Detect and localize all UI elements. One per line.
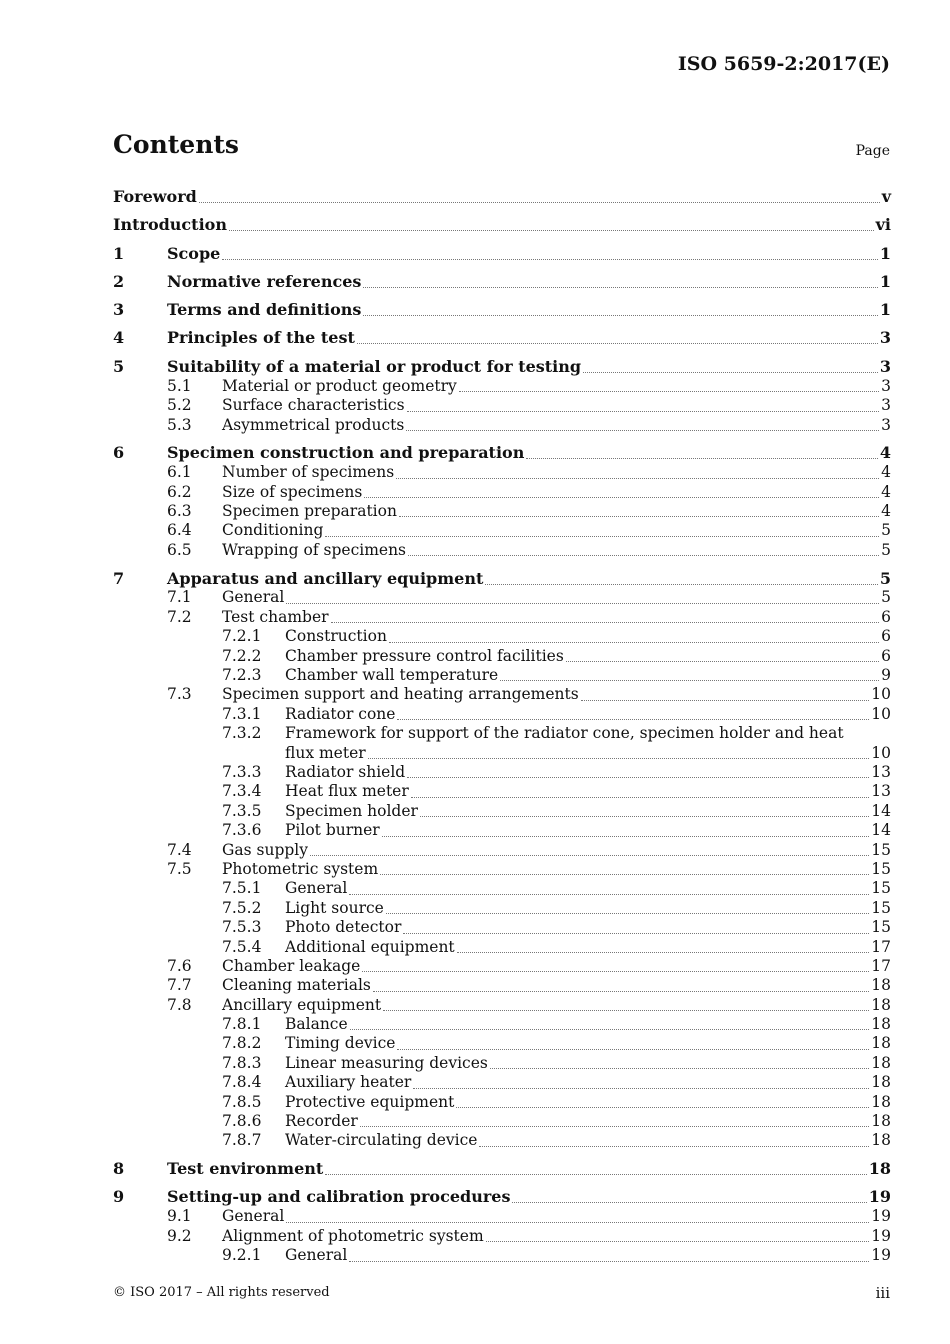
dot-leader (325, 535, 879, 537)
dot-leader (396, 477, 879, 479)
toc-entry[interactable] (113, 763, 891, 782)
toc-entry[interactable] (113, 1227, 891, 1246)
toc-entry[interactable] (113, 299, 891, 320)
toc-entry-page: 1 (879, 300, 891, 320)
toc-entry[interactable] (113, 1015, 891, 1034)
toc-entry-number: 7.1 (167, 588, 192, 607)
dot-leader (397, 1048, 869, 1050)
toc-entry-page: 18 (868, 1159, 891, 1179)
dot-leader (403, 932, 869, 934)
toc-entry-page: 18 (871, 1131, 891, 1150)
toc-entry-title: Specimen support and heating arrangements (222, 685, 579, 704)
toc-entry-page: 15 (871, 918, 891, 937)
toc-entry-number: 7.8.4 (222, 1073, 262, 1092)
dot-leader (408, 554, 879, 556)
toc-entry-number: 7.5.4 (222, 937, 262, 956)
dot-leader (325, 1173, 866, 1175)
toc-entry-page: 3 (879, 328, 891, 348)
toc-entry-title: Principles of the test (167, 328, 355, 348)
toc-entry-page: 6 (881, 627, 891, 646)
toc-entry[interactable] (113, 1054, 891, 1073)
toc-entry-page: 15 (871, 898, 891, 917)
toc-entry-page: 18 (871, 1053, 891, 1072)
toc-entry-number: 3 (113, 300, 125, 320)
toc-entry[interactable] (113, 1073, 891, 1092)
toc-entry[interactable] (113, 271, 891, 292)
dot-leader (407, 410, 880, 412)
toc-entry[interactable] (113, 396, 891, 415)
toc-entry-title: Material or product geometry (222, 376, 457, 395)
toc-entry-title: General (285, 1246, 348, 1265)
toc-entry-page: 3 (881, 376, 891, 395)
toc-entry-number: 7.2.3 (222, 666, 262, 685)
dot-leader (360, 1125, 869, 1127)
toc-entry-page: 15 (871, 840, 891, 859)
toc-entry-number: 7.6 (167, 956, 192, 975)
toc-entry-number: 1 (113, 243, 125, 263)
page-title: Contents (113, 130, 240, 159)
toc-entry-title: Chamber pressure control facilities (285, 646, 564, 665)
copyright-notice: © ISO 2017 – All rights reserved (113, 1285, 330, 1300)
dot-leader (199, 201, 880, 203)
toc-entry-title: Chamber leakage (222, 956, 361, 975)
toc-entry-title: Water-circulating device (285, 1131, 478, 1150)
dot-leader (350, 1028, 870, 1030)
toc-entry-page: 5 (881, 540, 891, 559)
toc-entry[interactable] (113, 1131, 891, 1150)
toc-entry-title: Additional equipment (285, 937, 455, 956)
dot-leader (364, 496, 879, 498)
toc-entry-number: 9 (113, 1187, 125, 1207)
toc-entry-number: 7.3.4 (222, 782, 262, 801)
dot-leader (382, 835, 870, 837)
toc-entry-page: 5 (881, 521, 891, 540)
toc-entry-title: Linear measuring devices (285, 1053, 488, 1072)
toc-entry-title: General (285, 879, 348, 898)
toc-entry-number: 7.3.1 (222, 704, 262, 723)
toc-entry-number: 9.2.1 (222, 1246, 262, 1265)
toc-entry-page: 18 (871, 1112, 891, 1131)
toc-entry[interactable] (113, 957, 891, 976)
toc-entry-page: 13 (871, 782, 891, 801)
dot-leader (413, 1087, 869, 1089)
toc-entry-number: 6.5 (167, 540, 192, 559)
toc-entry-number: 7.3.6 (222, 821, 262, 840)
toc-entry[interactable] (113, 608, 891, 627)
toc-entry-page: 19 (871, 1207, 891, 1226)
toc-entry-title: Photo detector (285, 918, 402, 937)
dot-leader (229, 229, 874, 231)
toc-entry[interactable] (113, 463, 891, 482)
toc-entry-title: Test chamber (222, 607, 329, 626)
toc-entry-number: 8 (113, 1159, 125, 1179)
toc-entry[interactable] (113, 685, 891, 704)
dot-leader (331, 621, 880, 623)
toc-entry-number: 7.8.7 (222, 1131, 262, 1150)
toc-entry-title: Ancillary equipment (222, 995, 382, 1014)
toc-entry-title: Asymmetrical products (222, 415, 405, 434)
dot-leader (363, 286, 877, 288)
toc-entry[interactable] (113, 724, 891, 743)
toc-entry-number: 6 (113, 443, 125, 463)
toc-entry[interactable] (113, 899, 891, 918)
toc-entry-page: 4 (881, 482, 891, 501)
page-column-label: Page (855, 143, 890, 159)
toc-entry-title: Apparatus and ancillary equipment (167, 568, 484, 588)
dot-leader (411, 796, 870, 798)
toc-entry-page: 10 (871, 704, 891, 723)
toc-entry[interactable] (113, 1246, 891, 1265)
dot-leader (373, 990, 869, 992)
toc-entry-title-continued: flux meter (285, 743, 366, 762)
toc-entry-number: 7.3.3 (222, 763, 262, 781)
toc-entry[interactable] (113, 1207, 891, 1226)
toc-entry-page: 10 (871, 743, 891, 762)
dot-leader (459, 390, 879, 392)
dot-leader (397, 718, 869, 720)
toc-entry-page: 18 (871, 1092, 891, 1111)
toc-entry-title: Scope (167, 243, 221, 263)
toc-entry[interactable] (113, 821, 891, 840)
toc-entry-page: 4 (881, 502, 891, 521)
toc-entry-number: 7.8 (167, 995, 192, 1014)
toc-entry-page: 18 (871, 1073, 891, 1092)
toc-entry-title: Balance (285, 1015, 348, 1034)
toc-entry-number: 7.8.3 (222, 1053, 262, 1072)
toc-entry[interactable] (113, 377, 891, 396)
dot-leader (486, 1240, 870, 1242)
toc-entry-title: Timing device (285, 1034, 396, 1053)
toc-entry-number: 7.8.1 (222, 1015, 262, 1034)
toc-entry-page: 10 (871, 685, 891, 704)
toc-entry-title: Specimen holder (285, 801, 418, 820)
toc-entry-number: 7.7 (167, 976, 192, 995)
toc-entry-title: Size of specimens (222, 482, 363, 501)
toc-entry-title: General (222, 1207, 285, 1226)
dot-leader (349, 893, 869, 895)
dot-leader (362, 970, 869, 972)
toc-entry-title: Radiator cone (285, 704, 396, 723)
toc-entry-number: 2 (113, 271, 125, 291)
dot-leader (383, 1009, 869, 1011)
toc-entry[interactable] (113, 186, 891, 207)
toc-entry[interactable] (113, 1034, 891, 1053)
toc-entry-title: Test environment (167, 1159, 324, 1179)
toc-entry-number: 7.5 (167, 859, 192, 878)
toc-entry-page: 4 (881, 463, 891, 482)
toc-entry-page: 17 (871, 956, 891, 975)
toc-entry-title: Framework for support of the radiator cone, specimen holder and heat (285, 724, 844, 743)
toc-entry-title: Chamber wall temperature (285, 666, 499, 685)
toc-entry-title: Introduction (113, 215, 227, 235)
toc-entry-title: Gas supply (222, 840, 308, 859)
toc-entry-number: 5 (113, 356, 125, 376)
toc-entry-number: 6.2 (167, 482, 192, 501)
toc-entry-number: 7.5.1 (222, 879, 262, 898)
dot-leader (286, 1221, 869, 1223)
toc-entry[interactable] (113, 879, 891, 898)
dot-leader (526, 457, 878, 459)
dot-leader (380, 873, 869, 875)
toc-entry-page: vi (875, 215, 891, 235)
toc-entry-page: 1 (879, 243, 891, 263)
toc-entry-page: 18 (871, 1034, 891, 1053)
toc-entry-page: 5 (881, 588, 891, 607)
toc-entry-page: 3 (881, 415, 891, 434)
toc-entry-page: 13 (871, 763, 891, 781)
dot-leader (286, 602, 879, 604)
toc-entry-title: Heat flux meter (285, 782, 409, 801)
page-number: iii (875, 1284, 890, 1302)
toc-entry-number: 9.1 (167, 1207, 192, 1226)
toc-entry[interactable] (113, 541, 891, 560)
toc-entry-title: Terms and definitions (167, 300, 362, 320)
toc-entry[interactable] (113, 918, 891, 937)
toc-entry-page: 9 (881, 666, 891, 685)
toc-entry[interactable] (113, 802, 891, 821)
dot-leader (583, 371, 878, 373)
toc-entry-page: 14 (871, 821, 891, 840)
toc-entry[interactable] (113, 938, 891, 957)
dot-leader (420, 815, 869, 817)
toc-entry[interactable] (113, 356, 891, 377)
toc-entry-number: 9.2 (167, 1226, 192, 1245)
dot-leader (386, 912, 869, 914)
dot-leader (485, 583, 878, 585)
toc-entry-title: Radiator shield (285, 763, 406, 781)
toc-entry-title: Number of specimens (222, 463, 395, 482)
toc-entry-title: Protective equipment (285, 1092, 455, 1111)
dot-leader (512, 1201, 866, 1203)
toc-entry-title: Wrapping of specimens (222, 540, 407, 559)
toc-entry-title: Setting-up and calibration procedures (167, 1187, 511, 1207)
toc-entry[interactable] (113, 976, 891, 995)
table-of-contents (113, 186, 891, 1266)
toc-entry-number: 7.3.5 (222, 801, 262, 820)
toc-entry-title: Specimen preparation (222, 502, 397, 521)
toc-entry-title: Suitability of a material or product for testing (167, 356, 582, 376)
dot-leader (357, 342, 878, 344)
toc-entry[interactable] (113, 243, 891, 264)
toc-entry[interactable] (113, 568, 891, 589)
toc-entry[interactable] (113, 214, 891, 235)
dot-leader (456, 1106, 869, 1108)
toc-entry-page: 3 (879, 356, 891, 376)
toc-entry[interactable] (113, 442, 891, 463)
toc-entry-number: 7.8.2 (222, 1034, 262, 1053)
toc-entry-number: 7.3.2 (222, 724, 262, 743)
dot-leader (566, 660, 879, 662)
toc-entry[interactable] (113, 666, 891, 685)
toc-entry-number: 7.8.5 (222, 1092, 262, 1111)
toc-entry[interactable] (113, 416, 891, 435)
toc-entry-continuation[interactable] (285, 744, 891, 763)
toc-entry-number: 7.8.6 (222, 1112, 262, 1131)
toc-entry-number: 4 (113, 328, 125, 348)
toc-entry-title: Surface characteristics (222, 396, 405, 415)
toc-entry-title: Auxiliary heater (285, 1073, 412, 1092)
dot-leader (406, 429, 879, 431)
dot-leader (368, 757, 870, 759)
toc-entry-title: Normative references (167, 271, 362, 291)
toc-entry[interactable] (113, 627, 891, 646)
toc-entry[interactable] (113, 1093, 891, 1112)
toc-entry-number: 6.1 (167, 463, 192, 482)
toc-entry-number: 7.3 (167, 685, 192, 704)
toc-entry-page: 18 (871, 995, 891, 1014)
toc-entry-title: Construction (285, 627, 387, 646)
dot-leader (500, 679, 879, 681)
dot-leader (399, 515, 879, 517)
toc-entry-number: 7.5.3 (222, 918, 262, 937)
toc-entry-number: 5.1 (167, 376, 192, 395)
dot-leader (407, 776, 869, 778)
toc-entry-page: 14 (871, 801, 891, 820)
toc-entry[interactable] (113, 860, 891, 879)
dot-leader (389, 641, 879, 643)
toc-entry-page: 17 (871, 937, 891, 956)
toc-entry-page: 5 (879, 568, 891, 588)
toc-entry-title: Recorder (285, 1112, 358, 1131)
toc-entry[interactable] (113, 327, 891, 348)
toc-entry-page: 18 (871, 976, 891, 995)
dot-leader (349, 1260, 869, 1262)
toc-entry-number: 6.3 (167, 502, 192, 521)
toc-entry[interactable] (113, 1186, 891, 1207)
toc-entry-title: Light source (285, 898, 384, 917)
toc-entry-title: Specimen construction and preparation (167, 443, 525, 463)
toc-entry-page: 19 (871, 1246, 891, 1265)
toc-entry-number: 5.2 (167, 396, 192, 415)
toc-entry[interactable] (113, 996, 891, 1015)
toc-entry-number: 6.4 (167, 521, 192, 540)
dot-leader (457, 951, 870, 953)
toc-entry[interactable] (113, 521, 891, 540)
toc-entry-title: General (222, 588, 285, 607)
toc-entry-page: 19 (871, 1226, 891, 1245)
toc-entry-title: Conditioning (222, 521, 324, 540)
toc-entry-title: Foreword (113, 187, 197, 206)
toc-entry-title: Alignment of photometric system (222, 1226, 484, 1245)
toc-entry-page: 1 (879, 271, 891, 291)
toc-entry-page: 4 (879, 443, 891, 463)
toc-entry[interactable] (113, 705, 891, 724)
dot-leader (479, 1145, 869, 1147)
toc-entry-number: 7.4 (167, 840, 192, 859)
toc-entry-number: 7.2.1 (222, 627, 262, 646)
toc-entry-page: 3 (881, 396, 891, 415)
dot-leader (363, 314, 877, 316)
toc-entry-page: 15 (871, 859, 891, 878)
toc-entry-title: Cleaning materials (222, 976, 371, 995)
standard-reference: ISO 5659-2:2017(E) (677, 53, 890, 75)
dot-leader (581, 699, 870, 701)
toc-entry-number: 7 (113, 568, 125, 588)
toc-entry-number: 7.2.2 (222, 646, 262, 665)
dot-leader (222, 258, 878, 260)
toc-entry-page: 19 (868, 1187, 891, 1207)
toc-entry-page: 6 (881, 607, 891, 626)
toc-entry-title: Photometric system (222, 859, 379, 878)
toc-entry-number: 7.5.2 (222, 898, 262, 917)
toc-entry[interactable] (113, 782, 891, 801)
toc-entry[interactable] (113, 502, 891, 521)
toc-entry[interactable] (113, 841, 891, 860)
toc-entry-number: 5.3 (167, 415, 192, 434)
toc-entry-page: 15 (871, 879, 891, 898)
toc-entry[interactable] (113, 647, 891, 666)
dot-leader (490, 1067, 869, 1069)
toc-entry[interactable] (113, 1112, 891, 1131)
toc-entry-page: v (881, 187, 891, 206)
toc-entry[interactable] (113, 483, 891, 502)
toc-entry-page: 18 (871, 1015, 891, 1034)
toc-entry-title: Pilot burner (285, 821, 380, 840)
toc-entry-page: 6 (881, 646, 891, 665)
toc-entry[interactable] (113, 1158, 891, 1179)
dot-leader (310, 854, 869, 856)
toc-entry-number: 7.2 (167, 607, 192, 626)
toc-entry[interactable] (113, 589, 891, 608)
